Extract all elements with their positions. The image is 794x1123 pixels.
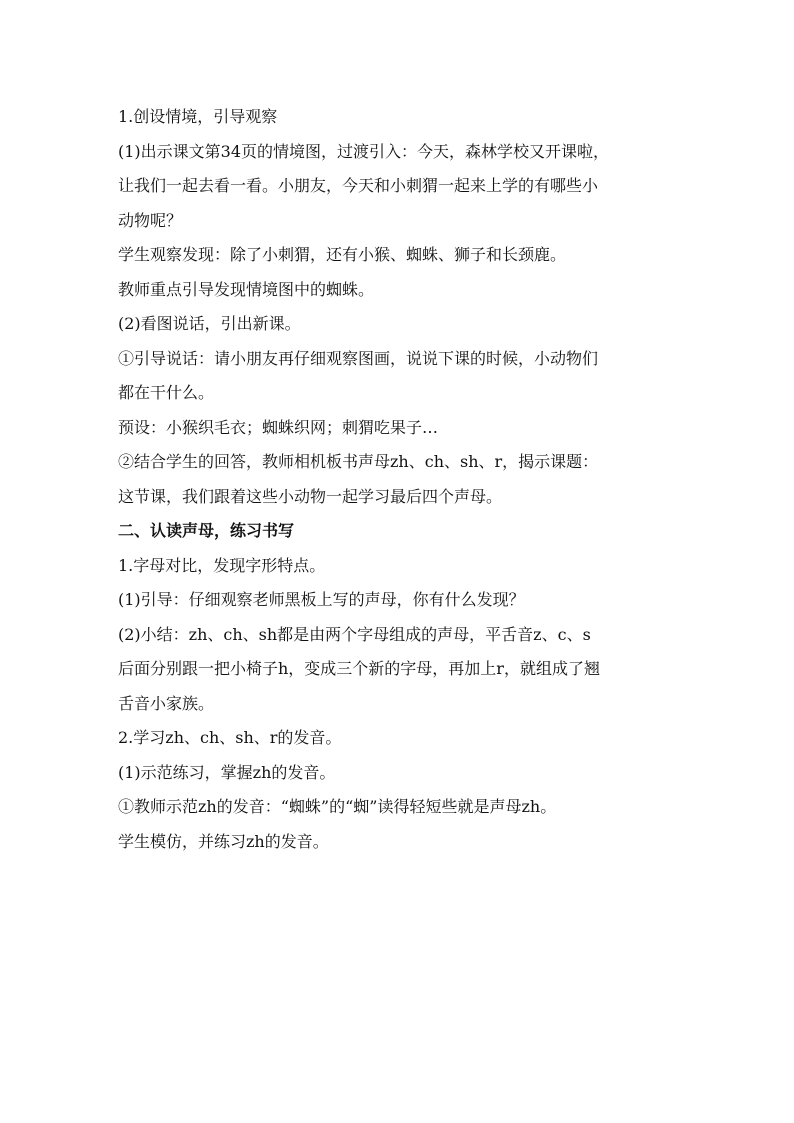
paragraph-line: ①引导说话：请小朋友再仔细观察图画，说说下课的时候，小动物们 (118, 348, 599, 368)
paragraph-line: 后面分别跟一把小椅子h，变成三个新的字母，再加上r，就组成了翘 (118, 659, 600, 678)
paragraph-line: 预设：小猴织毛衣；蜘蛛织网；刺猬吃果子… (118, 417, 439, 437)
paragraph-line: 教师重点引导发现情境图中的蜘蛛。 (118, 279, 375, 299)
paragraph-line: 都在干什么。 (118, 383, 215, 402)
paragraph-line: 让我们一起去看一看。小朋友，今天和小刺猬一起来上学的有哪些小 (118, 176, 599, 195)
paragraph-line: (2)看图说话，引出新课。 (118, 314, 301, 333)
paragraph-line: 舌音小家族。 (118, 693, 215, 713)
section-heading: 1.创设情境，引导观察 (118, 107, 278, 126)
section-heading-bold: 二、认读声母，练习书写 (118, 521, 295, 540)
paragraph-line: 这节课，我们跟着这些小动物一起学习最后四个声母。 (118, 486, 503, 506)
paragraph-line: (1)出示课文第34页的情境图，过渡引入：今天，森林学校又开课啦， (118, 141, 610, 161)
paragraph-line: (1)引导：仔细观察老师黑板上写的声母，你有什么发现？ (118, 590, 525, 609)
paragraph-line: 1.字母对比，发现字形特点。 (118, 555, 326, 575)
paragraph-line: 动物呢？ (118, 210, 183, 230)
paragraph-line: 学生模仿，并练习zh的发音。 (118, 831, 329, 851)
paragraph-line: ②结合学生的回答，教师相机板书声母zh、ch、sh、r，揭示课题： (118, 452, 599, 471)
document-body (118, 100, 688, 859)
paragraph-line: 学生观察发现：除了小刺猬，还有小猴、蜘蛛、狮子和长颈鹿。 (118, 245, 567, 264)
paragraph-line: ①教师示范zh的发音：“蜘蛛”的“蜘”读得轻短些就是声母zh。 (118, 797, 557, 816)
paragraph-line: (1)示范练习，掌握zh的发音。 (118, 762, 336, 782)
paragraph-line: (2)小结：zh、ch、sh都是由两个字母组成的声母，平舌音z、c、s (118, 624, 591, 644)
paragraph-line: 2.学习zh、ch、sh、r的发音。 (118, 728, 342, 747)
